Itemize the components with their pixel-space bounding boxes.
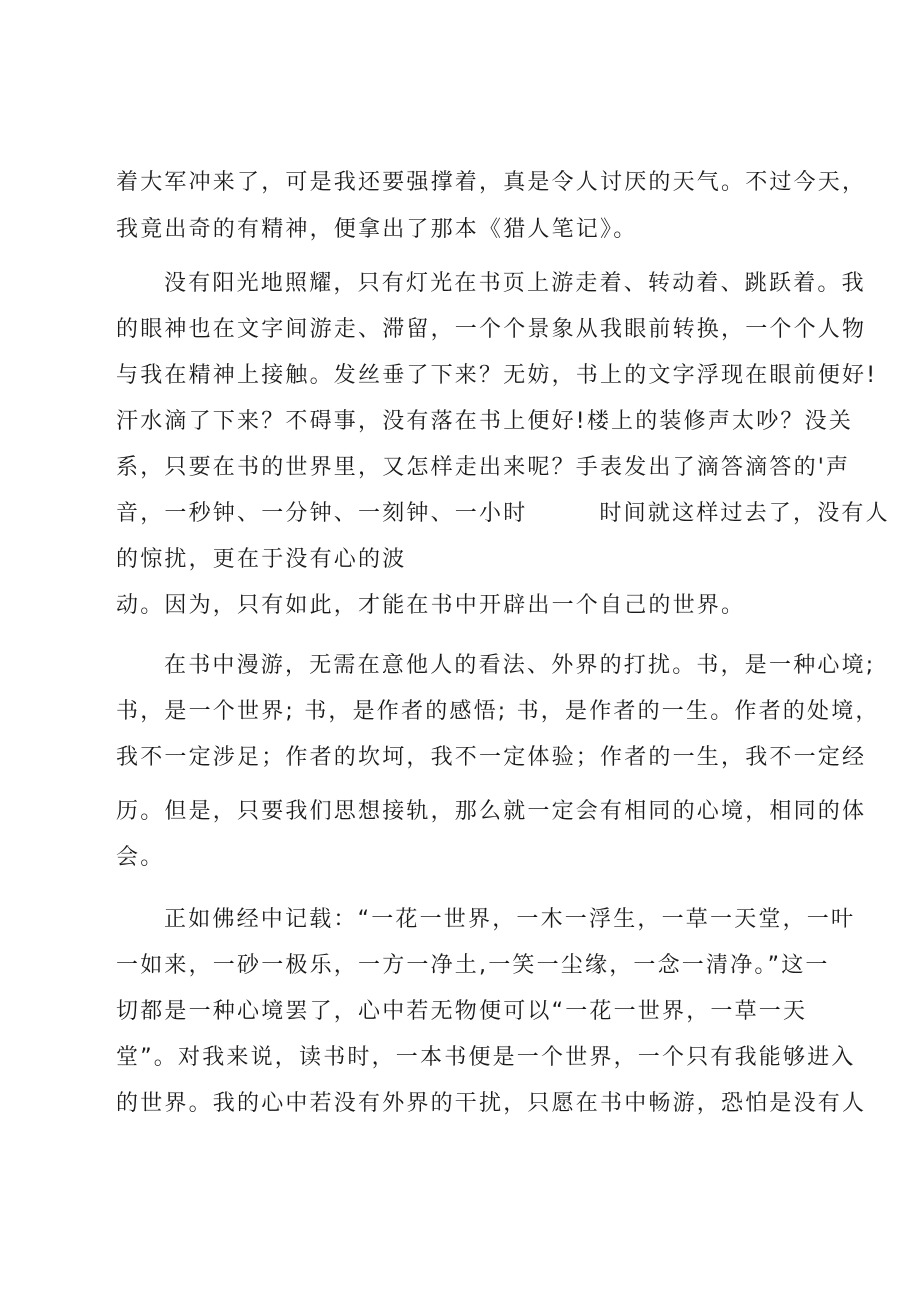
text-line-14: 历。但是，只要我们思想接轨，那么就一定会有相同的心境，相同的体 <box>116 799 867 824</box>
text-line-15: 会。 <box>116 845 165 870</box>
paragraph-start-line-16: 正如佛经中记载：“一花一世界，一木一浮生，一草一天堂，一叶 <box>164 907 856 932</box>
text-line-1: 着大军冲来了，可是我还要强撑着，真是令人讨厌的天气。不过今天， <box>116 170 867 195</box>
text-line-8-part-a: 音，一秒钟、一分钟、一刻钟、一小时 <box>116 501 528 526</box>
paragraph-start-line-11: 在书中漫游，无需在意他人的看法、外界的打扰。书，是一种心境; <box>164 653 876 678</box>
text-line-2: 我竟出奇的有精神，便拿出了那本《猎人笔记》。 <box>116 217 638 242</box>
text-line-6: 汗水滴了下来？不碍事，没有落在书上便好!楼上的装修声太吵？没关 <box>116 409 854 434</box>
text-line-12: 书，是一个世界; 书，是作者的感悟; 书，是作者的一生。作者的处境， <box>116 699 880 724</box>
text-line-17: 一如来，一砂一极乐，一方一净土,一笑一尘缘，一念一清净。”这一 <box>116 953 830 978</box>
text-line-8-part-b: 时间就这样过去了，没有人 <box>599 501 890 526</box>
text-line-13: 我不一定涉足；作者的坎坷，我不一定体验；作者的一生，我不一定经 <box>116 745 867 770</box>
text-line-10: 动。因为，只有如此，才能在书中开辟出一个自己的世界。 <box>116 593 746 618</box>
text-line-7: 系，只要在书的世界里，又怎样走出来呢？手表发出了滴答滴答的'声 <box>116 455 851 480</box>
text-line-9: 的惊扰，更在于没有心的波 <box>116 547 407 572</box>
text-line-18: 切都是一种心境罢了，心中若无物便可以“一花一世界，一草一天 <box>116 999 808 1024</box>
text-line-5: 与我在精神上接触。发丝垂了下来？无妨，书上的文字浮现在眼前便好! <box>116 363 878 388</box>
text-line-4: 的眼神也在文字间游走、滞留，一个个景象从我眼前转换，一个个人物 <box>116 317 867 342</box>
paragraph-start-line-3: 没有阳光地照耀，只有灯光在书页上游走着、转动着、跳跃着。我 <box>164 271 866 296</box>
text-line-8 <box>116 499 890 529</box>
text-line-19: 堂”。对我来说，读书时，一本书便是一个世界，一个只有我能够进入 <box>116 1045 856 1070</box>
text-line-20: 的世界。我的心中若没有外界的干扰，只愿在书中畅游，恐怕是没有人 <box>116 1091 867 1116</box>
